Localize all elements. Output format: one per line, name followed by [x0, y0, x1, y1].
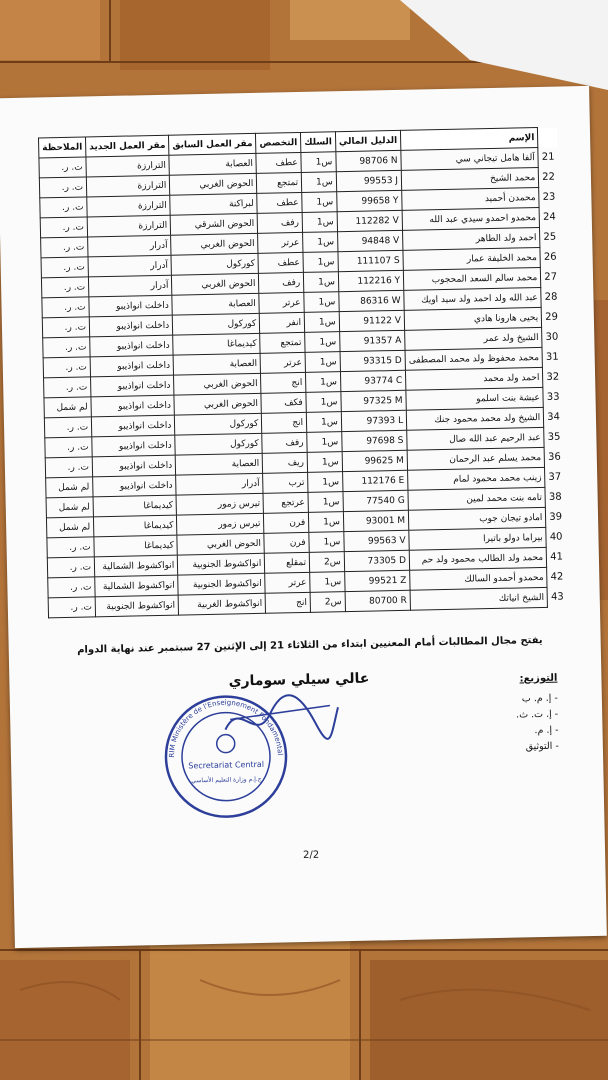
row-number: 26: [543, 251, 557, 263]
cell-note: لم شمل: [44, 397, 91, 418]
row-number: 32: [546, 371, 560, 383]
signer-name: عالي سيلي سوماري: [228, 670, 370, 690]
cell-old-post: آدرار: [176, 473, 263, 495]
cell-note: ت. ر.: [48, 577, 95, 598]
cell-name: تامه بنت محمد لمين: [408, 487, 546, 510]
cell-new-post: آدرار: [88, 235, 172, 257]
cell-code: 99563 V: [344, 530, 410, 551]
cell-new-post: داخلت انواذيبو: [92, 455, 176, 477]
cell-code: 99658 Y: [337, 190, 403, 211]
cell-new-post: انواكشوط الشمالية: [95, 575, 179, 597]
cell-name: محمد سالم السعد المحجوب: [403, 267, 541, 290]
row-number: 27: [544, 271, 558, 283]
cell-grade: س2: [309, 552, 344, 573]
stamp-inner-text: Secretariat Central: [188, 759, 265, 771]
cell-grade: س1: [308, 472, 343, 493]
cell-name: عبد الرحيم عبد الله صال: [407, 427, 545, 450]
row-number: 41: [550, 551, 564, 563]
distribution-item: - إ. م. ب: [521, 692, 558, 705]
cell-code: 93001 M: [343, 510, 409, 531]
cell-grade: س1: [304, 272, 339, 293]
distribution-list: [516, 691, 559, 756]
cell-name: الشيخ ولد محمد محمود جنك: [406, 407, 544, 430]
header-note: الملاحظة: [39, 137, 86, 158]
cell-note: ت. ر.: [47, 537, 94, 558]
cell-name: محمد الخليفة عمار: [403, 247, 541, 270]
row-number: 36: [547, 451, 561, 463]
cell-note: ت. ر.: [40, 197, 87, 218]
header-old-post: مقر العمل السابق: [169, 133, 256, 155]
cell-name: محمدن أحميد: [402, 187, 540, 210]
cell-spec: رفف: [257, 212, 302, 233]
document-page: [0, 86, 607, 948]
cell-grade: س1: [309, 532, 344, 553]
cell-note: لم شمل: [46, 517, 93, 538]
cell-old-post: الحوض الغربي: [177, 533, 264, 555]
cell-spec: فرن: [264, 532, 309, 553]
cell-old-post: العصابة: [173, 353, 260, 375]
cell-old-post: العصابة: [172, 293, 259, 315]
cell-note: ت. ر.: [47, 557, 94, 578]
cell-new-post: آدرار: [88, 275, 172, 297]
cell-new-post: الترارزة: [86, 175, 170, 197]
cell-spec: عطف: [257, 192, 302, 213]
cell-spec: عرتر: [265, 572, 310, 593]
cell-new-post: كيديماغا: [94, 535, 178, 557]
transfer-table: [38, 127, 567, 619]
cell-name: محمد محفوظ ولد محمد المصطفى: [405, 347, 543, 370]
cell-name: محمد ولد الطالب محمود ولد حم: [409, 547, 547, 570]
cell-old-post: تيرس زمور: [177, 513, 264, 535]
cell-new-post: داخلت انواذيبو: [92, 435, 176, 457]
cell-grade: س1: [306, 392, 341, 413]
row-number: 39: [549, 511, 563, 523]
cell-name: محمد يسلم عبد الرحمان: [407, 447, 545, 470]
cell-name: عيشة بنت اسلمو: [406, 387, 544, 410]
row-number: 42: [550, 571, 564, 583]
cell-code: 97698 S: [342, 430, 408, 451]
row-number: 31: [545, 351, 559, 363]
cell-old-post: الحوض الغربي: [170, 173, 257, 195]
cell-code: 86316 W: [339, 290, 405, 311]
cell-spec: انج: [261, 372, 306, 393]
cell-code: 73305 D: [344, 550, 410, 571]
cell-grade: س1: [302, 212, 337, 233]
cell-note: ت. ر.: [41, 277, 88, 298]
cell-new-post: داخلت انواذيبو: [89, 315, 173, 337]
cell-spec: عرتر: [260, 352, 305, 373]
cell-new-post: آدرار: [88, 255, 172, 277]
cell-old-post: كيديماغا: [173, 333, 260, 355]
cell-code: 97393 L: [341, 410, 407, 431]
cell-name: امادو تيجان جوب: [408, 507, 546, 530]
header-grade: السلك: [301, 132, 336, 153]
cell-old-post: الحوض الغربي: [174, 373, 261, 395]
cell-new-post: داخلت انواذيبو: [91, 375, 175, 397]
cell-code: 112216 Y: [338, 270, 404, 291]
row-number: 21: [541, 151, 555, 163]
cell-old-post: تيرس زمور: [176, 493, 263, 515]
cell-code: 97325 M: [341, 390, 407, 411]
header-code: الدليل المالي: [335, 130, 401, 151]
distribution-title: التوزيع:: [519, 672, 558, 685]
cell-name: يحيى هارونا هادي: [404, 307, 542, 330]
row-number: 34: [547, 411, 561, 423]
cell-old-post: كوركول: [175, 433, 262, 455]
cell-spec: عرتجع: [263, 492, 308, 513]
cell-old-post: انواكشوط الغربية: [178, 593, 265, 615]
cell-note: ت. ر.: [45, 457, 92, 478]
cell-name: زينب محمد محمود لمام: [408, 467, 546, 490]
cell-grade: س1: [306, 372, 341, 393]
cell-grade: س1: [307, 432, 342, 453]
cell-spec: ترب: [263, 472, 308, 493]
cell-grade: س1: [310, 572, 345, 593]
cell-old-post: كوركول: [171, 253, 258, 275]
cell-new-post: داخلت انواذيبو: [91, 415, 175, 437]
cell-note: ت. ر.: [41, 257, 88, 278]
cell-new-post: الترارزة: [87, 215, 171, 237]
cell-code: 99521 Z: [344, 570, 410, 591]
distribution-item: - إ. م.: [534, 724, 559, 737]
row-number: 25: [543, 231, 557, 243]
cell-new-post: انواكشوط الجنوبية: [95, 595, 179, 617]
cell-note: لم شمل: [46, 497, 93, 518]
cell-spec: عرتر: [258, 232, 303, 253]
header-spec: التخصص: [256, 132, 301, 153]
cell-name: بيراما دولو باتيرا: [409, 527, 547, 550]
cell-spec: انفر: [260, 312, 305, 333]
handwritten-signature: [220, 687, 341, 749]
cell-new-post: الترارزة: [87, 195, 171, 217]
cell-spec: عطف: [258, 252, 303, 273]
cell-note: ت. ر.: [39, 157, 86, 178]
cell-note: ت. ر.: [43, 357, 90, 378]
cell-grade: س1: [309, 512, 344, 533]
row-number: 23: [542, 191, 556, 203]
cell-old-post: الحوض الغربي: [174, 393, 261, 415]
cell-spec: ريف: [263, 452, 308, 473]
cell-code: 112176 E: [342, 470, 408, 491]
cell-new-post: داخلت انواذيبو: [91, 395, 175, 417]
cell-grade: س1: [302, 192, 337, 213]
cell-new-post: داخلت انواذيبو: [90, 335, 174, 357]
cell-new-post: كيديماغا: [93, 495, 177, 517]
stamp-arabic-text: ج.إ.م وزارة التعليم الأساسي: [191, 775, 262, 785]
cell-name: عبد الله ولد احمد ولد سيد اويك: [404, 287, 542, 310]
cell-grade: س1: [305, 352, 340, 373]
page-number: 2/2: [302, 849, 320, 862]
cell-name: الشيخ انياتك: [410, 587, 548, 610]
cell-note: ت. ر.: [42, 297, 89, 318]
cell-code: 80700 R: [345, 590, 411, 611]
cell-spec: فرن: [264, 512, 309, 533]
cell-grade: س2: [310, 592, 345, 613]
cell-grade: س1: [304, 292, 339, 313]
cell-spec: انج: [265, 592, 310, 613]
cell-code: 112282 V: [337, 210, 403, 231]
claims-notice: يفتح مجال المطالبات أمام المعنيين ابتداء من الثلاثاء 21 إلى الإثنين 27 سبتمبر عند نهاية الدوام: [77, 634, 543, 656]
cell-old-post: الحوض الشرقي: [170, 213, 257, 235]
row-number: 37: [548, 471, 562, 483]
row-number: 33: [546, 391, 560, 403]
cell-new-post: الترارزة: [86, 155, 170, 177]
row-number: 22: [542, 171, 556, 183]
cell-grade: س1: [301, 172, 336, 193]
cell-note: لم شمل: [46, 477, 93, 498]
cell-new-post: داخلت انواذيبو: [93, 475, 177, 497]
row-number: 30: [545, 331, 559, 343]
cell-name: محمد الشيخ: [401, 167, 539, 190]
cell-name: الشيخ ولد عمر: [405, 327, 543, 350]
cell-name: احمد ولد محمد: [406, 367, 544, 390]
distribution-item: - التوثيق: [525, 740, 559, 753]
cell-name: آلفا هامل تيجاني سي: [401, 147, 539, 170]
header-number: [538, 127, 558, 147]
cell-old-post: العصابة: [175, 453, 262, 475]
cell-grade: س1: [308, 492, 343, 513]
cell-new-post: كيديماغا: [93, 515, 177, 537]
cell-code: 93774 C: [340, 370, 406, 391]
cell-grade: س1: [303, 232, 338, 253]
cell-name: محمدو أحمدو السالك: [410, 567, 548, 590]
cell-name: احمد ولد الطاهر: [403, 227, 541, 250]
cell-code: 93315 D: [340, 350, 406, 371]
cell-note: ت. ر.: [44, 377, 91, 398]
row-number: 35: [547, 431, 561, 443]
cell-code: 99625 M: [342, 450, 408, 471]
row-number: 29: [545, 311, 559, 323]
cell-spec: رفف: [259, 272, 304, 293]
cell-old-post: كوركول: [175, 413, 262, 435]
row-number: 40: [549, 531, 563, 543]
table-body: [39, 147, 567, 618]
cell-name: محمدو احمدو سيدي عبد الله: [402, 207, 540, 230]
cell-code: 99553 J: [336, 170, 402, 191]
cell-note: ت. ر.: [41, 237, 88, 258]
cell-spec: عطف: [256, 152, 301, 173]
cell-grade: س1: [303, 252, 338, 273]
cell-grade: س1: [306, 412, 341, 433]
cell-grade: س1: [304, 312, 339, 333]
cell-new-post: داخلت انواذيبو: [89, 295, 173, 317]
cell-spec: تمقلع: [265, 552, 310, 573]
cell-spec: تمتجع: [257, 172, 302, 193]
row-number: 28: [544, 291, 558, 303]
row-number: 24: [542, 211, 556, 223]
cell-code: 91122 V: [339, 310, 405, 331]
cell-old-post: العصابة: [169, 153, 256, 175]
cell-grade: س1: [307, 452, 342, 473]
cell-old-post: انواكشوط الجنوبية: [178, 573, 265, 595]
stamp-outer-text: RIM Ministère de l'Enseignement Fondamental: [167, 698, 284, 758]
cell-spec: انج: [262, 412, 307, 433]
cell-old-post: الحوض الغربي: [171, 233, 258, 255]
cell-note: ت. ر.: [44, 417, 91, 438]
cell-spec: عرتر: [259, 292, 304, 313]
cell-note: ت. ر.: [42, 317, 89, 338]
cell-spec: فكف: [261, 392, 306, 413]
cell-old-post: الحوض الغربي: [172, 273, 259, 295]
cell-new-post: داخلت انواذيبو: [90, 355, 174, 377]
cell-code: 94848 V: [337, 230, 403, 251]
row-number: 43: [550, 591, 564, 603]
cell-note: ت. ر.: [43, 337, 90, 358]
cell-note: ت. ر.: [48, 597, 95, 618]
header-new-post: مقر العمل الجديد: [86, 135, 170, 157]
cell-old-post: لبراكنة: [170, 193, 257, 215]
cell-code: 91357 A: [339, 330, 405, 351]
cell-code: 98706 N: [336, 150, 402, 171]
cell-note: ت. ر.: [40, 217, 87, 238]
cell-spec: رفف: [262, 432, 307, 453]
cell-grade: س1: [305, 332, 340, 353]
cell-old-post: انواكشوط الجنوبية: [178, 553, 265, 575]
cell-grade: س1: [301, 152, 336, 173]
cell-old-post: كوركول: [173, 313, 260, 335]
distribution-item: - إ. ت. ث.: [516, 708, 559, 721]
cell-spec: تمتجع: [260, 332, 305, 353]
cell-code: 77540 G: [343, 490, 409, 511]
cell-code: 111107 S: [338, 250, 404, 271]
row-number: 38: [548, 491, 562, 503]
cell-note: ت. ر.: [45, 437, 92, 458]
cell-new-post: انواكشوط الشمالية: [94, 555, 178, 577]
header-name: الإسم: [400, 127, 538, 150]
cell-note: ت. ر.: [39, 177, 86, 198]
